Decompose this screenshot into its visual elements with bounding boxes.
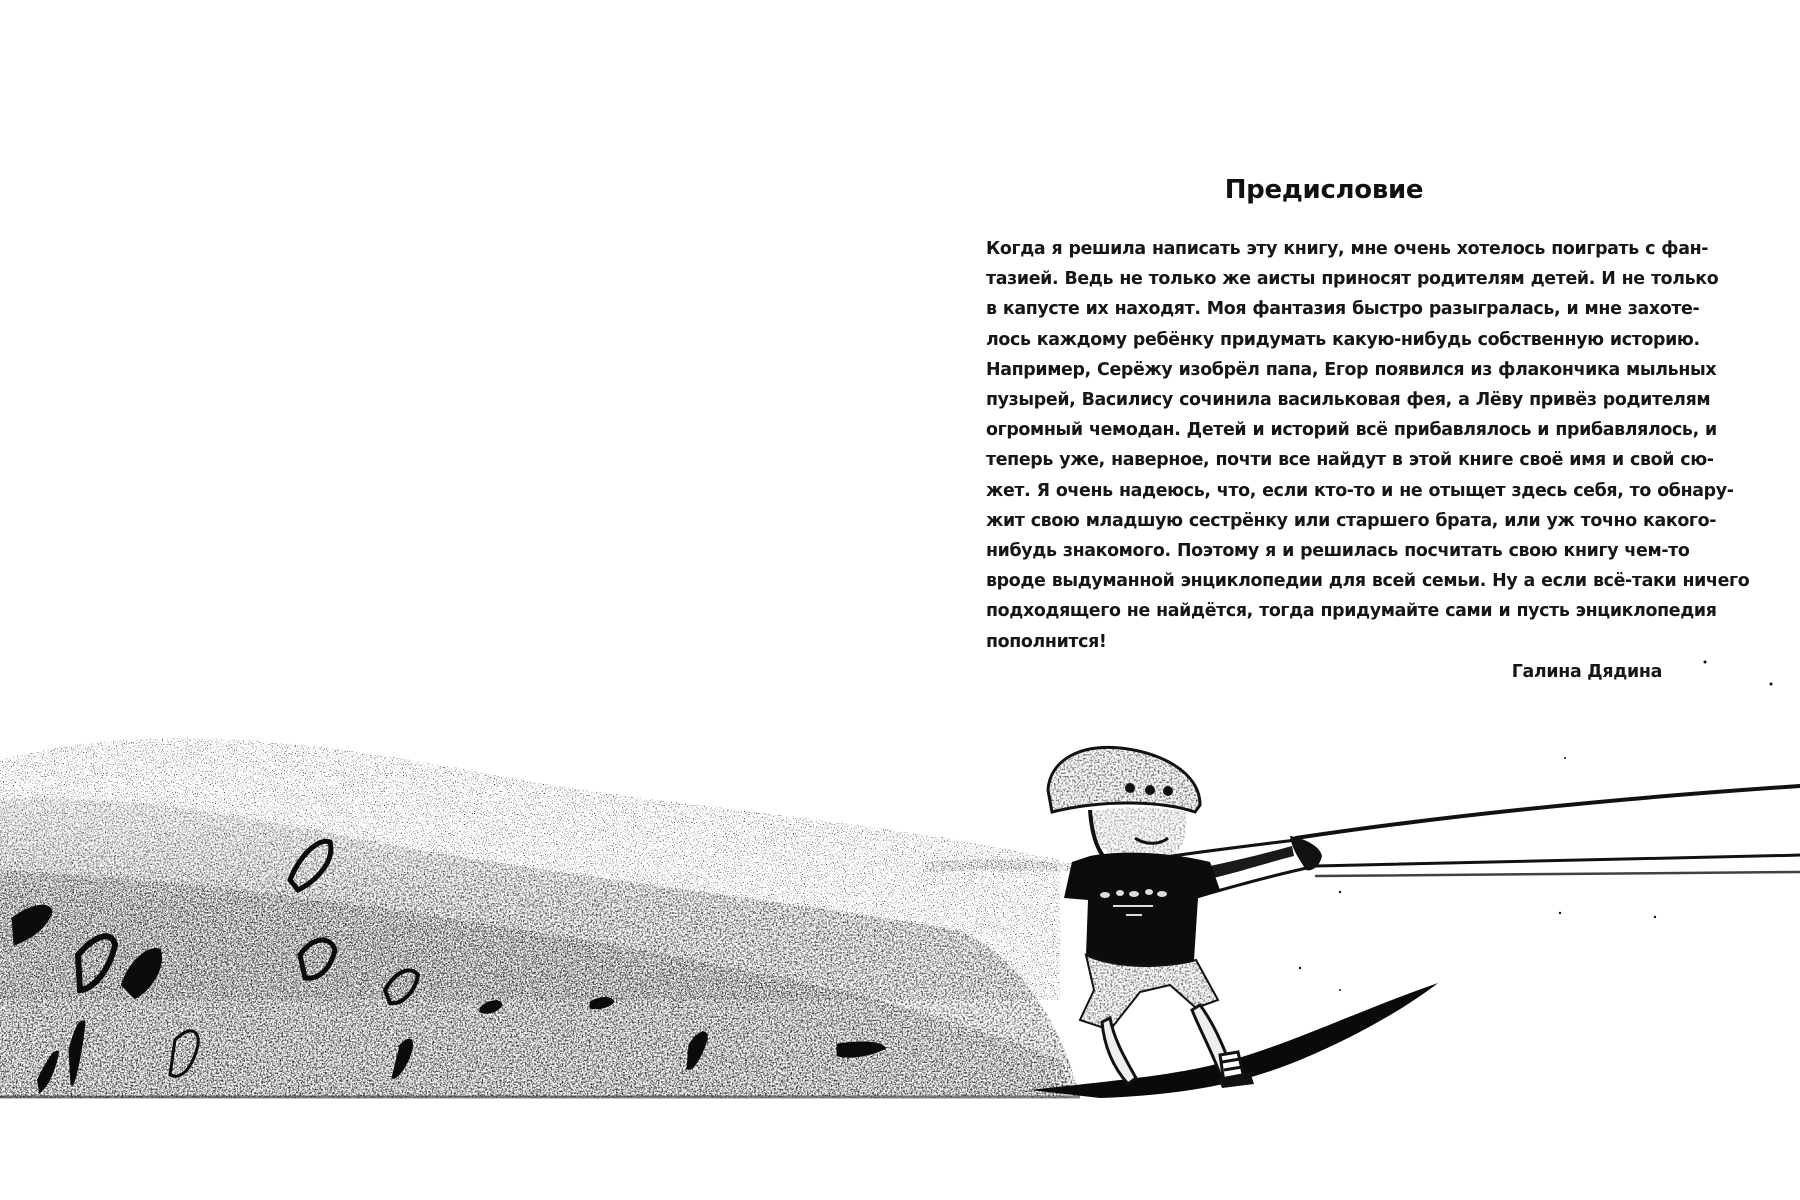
body-line: пузырей, Василису сочинила васильковая фея, а Лёву привёз родителям — [986, 390, 1711, 411]
body-line: огромный чемодан. Детей и историй всё прибавлялось и прибавлялось, и — [986, 420, 1717, 441]
body-line: теперь уже, наверное, почти все найдут в этой книге своё имя и свой сю- — [986, 450, 1714, 471]
body-line: нибудь знакомого. Поэтому я и решилась посчитать свою книгу чем-то — [986, 541, 1690, 562]
body-line: Когда я решила написать эту книгу, мне очень хотелось поиграть с фан- — [986, 239, 1709, 259]
body-line: тазией. Ведь не только же аисты приносят родителям детей. И не только — [986, 269, 1719, 290]
body-line: жит свою младшую сестрёнку или старшего брата, или уж точно какого- — [986, 510, 1717, 531]
body-line: лось каждому ребёнку придумать какую-нибудь собственную историю. — [986, 329, 1700, 350]
preface-column — [986, 170, 1750, 687]
body-line: в капусте их находят. Моя фантазия быстро разыгралась, и мне захоте- — [986, 299, 1700, 320]
preface-body — [986, 234, 1750, 657]
body-line: пополнится! — [986, 631, 1107, 652]
author-signature: Галина Дядина — [1511, 661, 1662, 682]
body-line: вроде выдуманной энциклопедии для всей семьи. Ну а если всё-таки ничего — [986, 571, 1750, 592]
body-line: подходящего не найдётся, тогда придумайте сами и пусть энциклопедия — [986, 601, 1717, 622]
body-line: жет. Я очень надеюсь, что, если кто-то и не отыщет здесь себя, то обнару- — [986, 480, 1734, 501]
preface-title: Предисловие — [1224, 175, 1424, 205]
body-line: Например, Серёжу изобрёл папа, Егор появился из флакончика мыльных — [986, 359, 1717, 380]
